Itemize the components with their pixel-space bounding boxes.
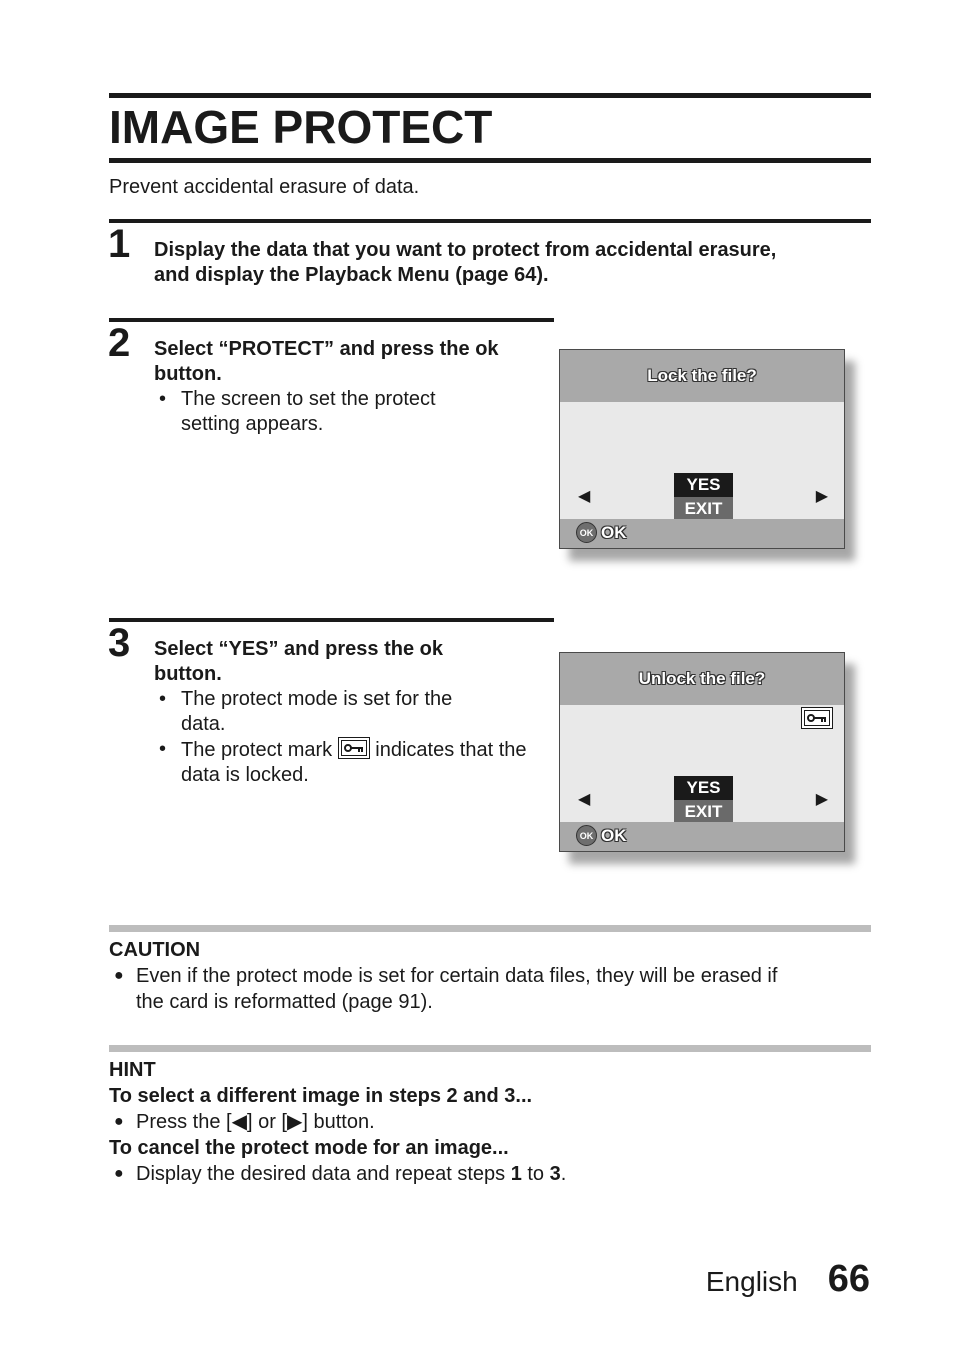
protect-key-icon — [338, 737, 370, 759]
screen-bottom-bar — [560, 519, 844, 548]
step-2-text — [154, 337, 549, 387]
step-2-number: 2 — [108, 321, 131, 365]
step-1-text-line1: Display the data that you want to protect from accidental erasure, — [154, 239, 777, 261]
title-top-rule — [109, 93, 871, 98]
step-2-body — [154, 337, 549, 437]
ok-label: OK — [601, 825, 627, 845]
page-number: 66 — [827, 1258, 870, 1300]
option-yes: YES — [674, 473, 733, 497]
right-arrow-icon: ▶ — [815, 791, 828, 808]
step-1-text-line2: and display the Playback Menu (page 64). — [154, 264, 549, 286]
ok-label: OK — [601, 522, 627, 542]
footer-language: English — [705, 1266, 798, 1297]
step-1-rule — [109, 219, 871, 223]
left-arrow-icon: ◀ — [578, 488, 591, 505]
step-1-text — [154, 238, 864, 288]
protect-key-icon — [801, 707, 833, 729]
camera-screen-unlock — [559, 652, 845, 852]
step-3-rule — [109, 618, 554, 622]
bullet-dot: ● — [114, 1113, 124, 1130]
screen-prompt: Lock the file? — [647, 366, 757, 385]
option-exit: EXIT — [674, 497, 733, 521]
caution-heading: CAUTION — [109, 939, 201, 961]
step-3-text-line2: button. — [154, 663, 222, 685]
hint-rule — [109, 1045, 871, 1052]
hint-item-1: ● Press the [◀] or [▶] button. — [114, 1111, 375, 1133]
list-item: • The protect mode is set for the data. — [159, 688, 453, 735]
caution-item: ● Even if the protect mode is set for certain data files, they will be erased if the card is reformatted (page 91). — [114, 965, 778, 1013]
title-bottom-rule — [109, 158, 871, 163]
ok-button-icon: OK — [576, 522, 597, 543]
step-3-text — [154, 637, 549, 687]
caution-section — [109, 937, 869, 1015]
step-1-number: 1 — [108, 222, 131, 266]
page-footer — [706, 1258, 870, 1301]
step-2-text-line2: button. — [154, 363, 222, 385]
screen-bottom-bar — [560, 822, 844, 851]
step-3-number: 3 — [108, 621, 131, 665]
right-arrow-icon: ▶ — [815, 488, 828, 505]
hint-subheading-1: To select a different image in steps 2 and 3... — [109, 1085, 533, 1107]
bullet-dot: ● — [114, 1165, 124, 1182]
step-2-rule — [109, 318, 554, 322]
intro-text: Prevent accidental erasure of data. — [109, 176, 420, 198]
caution-rule — [109, 925, 871, 932]
step-3-body — [154, 637, 549, 788]
list-item: • The screen to set the protect setting appears. — [159, 388, 436, 435]
list-item: • The protect mark indicates that the data is locked. — [159, 738, 527, 786]
hint-heading: HINT — [109, 1059, 156, 1081]
page-title: IMAGE PROTECT — [109, 101, 493, 153]
bullet-dot: ● — [114, 967, 124, 984]
hint-item-2: ● Display the desired data and repeat steps 1 to 3. — [114, 1163, 567, 1185]
step-3-text-line1: Select “YES” and press the ok — [154, 638, 443, 660]
ok-button-icon: OK — [576, 825, 597, 846]
hint-section — [109, 1057, 869, 1187]
step-2-text-line1: Select “PROTECT” and press the ok — [154, 338, 499, 360]
camera-screen-lock — [559, 349, 845, 549]
option-yes: YES — [674, 776, 733, 800]
screen-prompt: Unlock the file? — [638, 669, 766, 688]
step-3-bullets — [154, 687, 527, 788]
screen-title-bar — [560, 653, 844, 705]
left-arrow-icon: ◀ — [578, 791, 591, 808]
option-exit: EXIT — [674, 800, 733, 824]
step-2-bullets — [154, 387, 474, 437]
screen-title-bar — [560, 350, 844, 402]
hint-subheading-2: To cancel the protect mode for an image... — [109, 1137, 509, 1159]
